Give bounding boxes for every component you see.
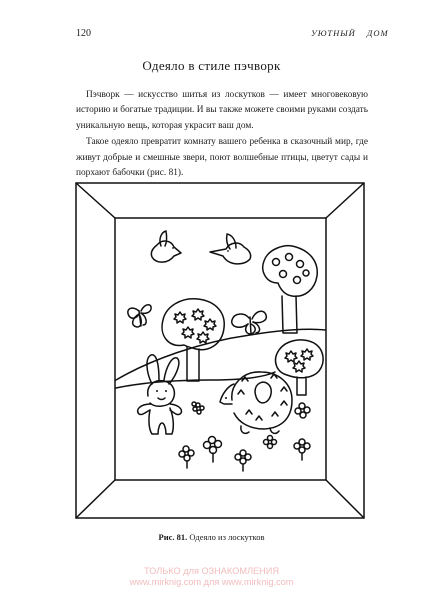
tree-bottom-right-icon [276,340,324,395]
figure-caption-label: Рис. 81. [158,532,188,542]
flower-icon [235,450,251,471]
butterfly-right-icon [232,311,267,334]
bird-left-icon [151,231,181,262]
bird-right-icon [210,234,251,264]
flower-icon [294,439,310,460]
figure-caption-text: Одеяло из лоскутков [189,532,265,542]
flower-icon [179,446,194,468]
flower-icon [204,437,222,463]
flower-icon [264,436,277,449]
page-title: Одеяло в стиле пэчворк [142,58,281,73]
flower-icon [295,403,310,418]
hill-line [116,372,275,388]
tree-top-right-icon [263,246,317,333]
watermark [0,566,423,588]
watermark-line: ТОЛЬКО для ОЗНАКОМЛЕНИЯ [143,566,280,576]
hedgehog-icon [220,372,292,433]
rabbit-icon [138,355,182,434]
paragraph: Такое одеяло превратит комнату вашего ребенка в сказочный мир, где живут добрые и смешные звери, поют волшебные птицы, цветут сады и порхают бабочки (рис. 81). [76,137,368,179]
butterfly-left-icon [128,305,151,327]
flower-icon [192,402,204,414]
tree-center-icon [162,299,224,381]
running-head: УЮТНЫЙ ДОМ [311,28,389,38]
paragraph: Пэчворк — искусство шитья из лоскутков — имеет многовековую историю и богатые традиции. И вы также можете своими руками создать уникальную вещь, которая украсит ваш дом. [76,90,368,131]
page-number: 120 [76,28,91,39]
figure-caption [0,532,423,542]
watermark-line: www.mirknig.com для www.mirknig.com [129,577,294,587]
